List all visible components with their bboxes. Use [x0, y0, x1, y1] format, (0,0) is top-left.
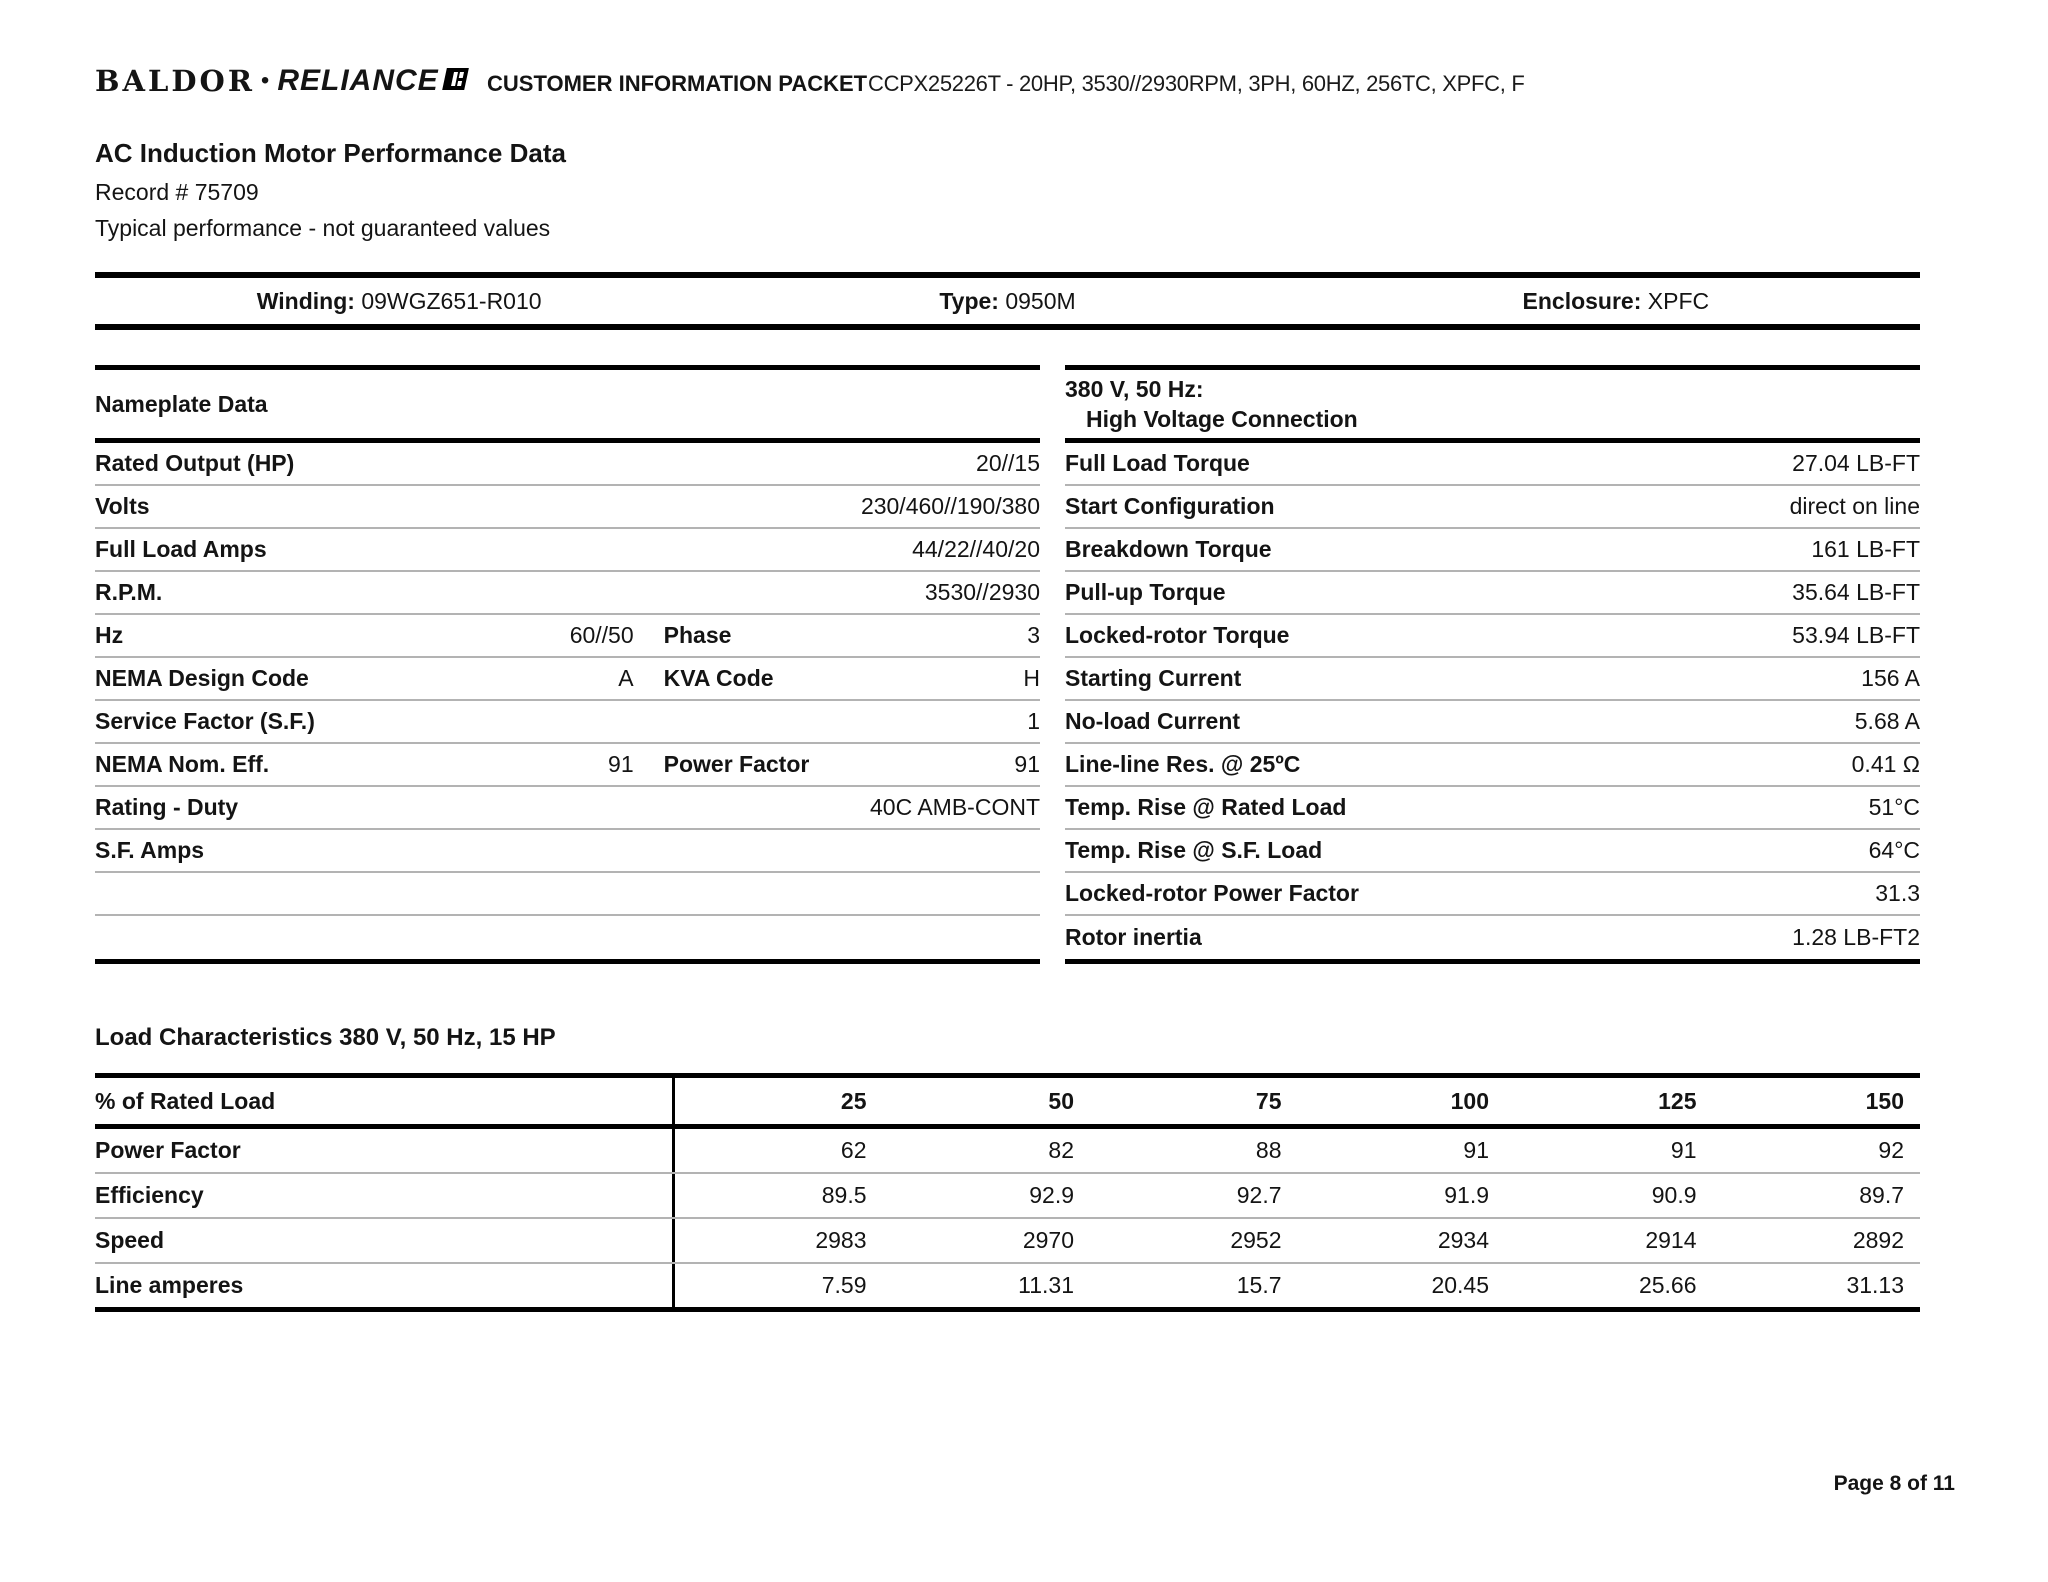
spec-label: Volts — [95, 493, 150, 519]
load-table-cell: 89.7 — [1859, 1182, 1904, 1208]
spec-section — [95, 365, 1920, 964]
spec-value: 51°C — [1868, 794, 1920, 820]
spec-value: 3530//2930 — [924, 579, 1040, 605]
load-table-cell: 91 — [1670, 1137, 1697, 1163]
spec-pair — [95, 837, 1040, 864]
spec-row — [95, 701, 1040, 744]
load-table-row-label: Power Factor — [95, 1129, 675, 1172]
spec-pair — [95, 450, 1040, 477]
spec-value: A — [618, 665, 634, 691]
spec-row — [95, 830, 1040, 873]
spec-pair — [1065, 622, 1920, 649]
enclosure-value: XPFC — [1647, 287, 1710, 314]
enclosure-cell — [1312, 288, 1920, 315]
model-description: CCPX25226T - 20HP, 3530//2930RPM, 3PH, 60HZ, 256TC, XPFC, F — [868, 71, 1525, 96]
spec-label: Start Configuration — [1065, 493, 1275, 519]
spec-pair — [634, 665, 1040, 692]
spec-pair — [1065, 708, 1920, 735]
spec-row — [1065, 916, 1920, 959]
connection-heading — [1065, 370, 1920, 438]
spec-value: 44/22//40/20 — [912, 536, 1040, 562]
spec-row — [1065, 615, 1920, 658]
load-table-cell: 25.66 — [1638, 1272, 1697, 1298]
load-table-cell: 2892 — [1852, 1227, 1904, 1253]
spec-row — [1065, 529, 1920, 572]
spec-value: 27.04 LB-FT — [1792, 450, 1920, 476]
spec-label: Full Load Amps — [95, 536, 267, 562]
load-characteristics-table — [95, 1073, 1920, 1312]
connection-heading-line2: High Voltage Connection — [1086, 405, 1358, 432]
winding-value: 09WGZ651-R010 — [361, 287, 542, 314]
spec-pair — [1065, 579, 1920, 606]
load-table-cell: 62 — [840, 1137, 867, 1163]
load-table-column-header: 50 — [1048, 1087, 1074, 1114]
spec-label: Rotor inertia — [1065, 924, 1202, 950]
logo-bullet: • — [260, 67, 270, 94]
load-table-row — [95, 1264, 1920, 1307]
spec-pair — [95, 751, 634, 778]
load-table-row — [95, 1174, 1920, 1219]
load-table-cell: 7.59 — [821, 1272, 867, 1298]
type-cell — [703, 288, 1311, 315]
nameplate-rows — [95, 438, 1040, 964]
spec-value: 230/460//190/380 — [860, 493, 1040, 519]
spec-value: 64°C — [1868, 837, 1920, 863]
spec-row — [1065, 830, 1920, 873]
spec-value: 1 — [1027, 708, 1040, 734]
spec-label: Power Factor — [663, 751, 810, 777]
connection-table — [1065, 365, 1920, 964]
load-table-cell: 2983 — [815, 1227, 867, 1253]
spec-value: 60//50 — [569, 622, 634, 648]
spec-label: S.F. Amps — [95, 837, 205, 863]
spec-pair — [1065, 880, 1920, 907]
connection-rows — [1065, 438, 1920, 964]
load-table-cell: 2970 — [1022, 1227, 1074, 1253]
load-table-cell: 2952 — [1230, 1227, 1282, 1253]
load-table-cell: 89.5 — [821, 1182, 867, 1208]
spec-row — [1065, 658, 1920, 701]
spec-row — [1065, 443, 1920, 486]
page-number: Page 8 of 11 — [1833, 1472, 1955, 1495]
spec-pair — [1065, 665, 1920, 692]
spec-label: Phase — [663, 622, 732, 648]
load-table-column-header: 75 — [1255, 1087, 1282, 1114]
load-table-row-label: Efficiency — [95, 1174, 675, 1217]
load-table-cell: 88 — [1255, 1137, 1282, 1163]
spec-value: 20//15 — [976, 450, 1040, 476]
load-table-row-label: Speed — [95, 1219, 675, 1262]
spec-label: Rated Output (HP) — [95, 450, 295, 476]
spec-label: Locked-rotor Torque — [1065, 622, 1290, 648]
spec-row — [95, 744, 1040, 787]
spec-label: Full Load Torque — [1065, 450, 1250, 476]
page-title: AC Induction Motor Performance Data — [95, 138, 566, 168]
load-table-cell: 20.45 — [1431, 1272, 1489, 1298]
spec-pair — [1065, 450, 1920, 477]
spec-value: 35.64 LB-FT — [1792, 579, 1920, 605]
load-table-cell: 91 — [1463, 1137, 1489, 1163]
spec-label: Temp. Rise @ Rated Load — [1065, 794, 1347, 820]
spec-value: 53.94 LB-FT — [1792, 622, 1920, 648]
spec-label: Temp. Rise @ S.F. Load — [1065, 837, 1323, 863]
packet-title: CUSTOMER INFORMATION PACKET — [487, 71, 868, 96]
load-table-column-header: 100 — [1450, 1087, 1489, 1114]
type-value: 0950M — [1005, 287, 1076, 314]
spec-value: 40C AMB-CONT — [870, 794, 1040, 820]
spec-label: NEMA Nom. Eff. — [95, 751, 270, 777]
load-table-column-header: 125 — [1658, 1087, 1697, 1114]
title-block — [95, 138, 566, 251]
load-table-row — [95, 1219, 1920, 1264]
spec-label: Service Factor (S.F.) — [95, 708, 315, 734]
spec-pair — [634, 751, 1040, 778]
spec-row — [95, 529, 1040, 572]
baldor-reliance-logo — [95, 64, 467, 98]
page-header — [0, 64, 2048, 104]
enclosure-label: Enclosure: — [1522, 287, 1642, 314]
load-table-header-row — [95, 1078, 1920, 1129]
reliance-logo-mark-icon — [439, 66, 470, 97]
load-table-cell: 11.31 — [1018, 1272, 1074, 1298]
load-table-cell: 2934 — [1437, 1227, 1489, 1253]
load-table-cell: 31.13 — [1846, 1272, 1904, 1298]
spec-row — [95, 787, 1040, 830]
spec-label: Rating - Duty — [95, 794, 239, 820]
spec-pair — [1065, 924, 1920, 951]
spec-pair — [95, 493, 1040, 520]
spec-label: NEMA Design Code — [95, 665, 309, 691]
spec-row — [95, 615, 1040, 658]
spec-row — [1065, 744, 1920, 787]
spec-value: H — [1023, 665, 1040, 691]
spec-pair — [95, 536, 1040, 563]
spec-label: Line-line Res. @ 25ºC — [1065, 751, 1301, 777]
winding-label: Winding: — [256, 287, 355, 314]
load-characteristics-heading: Load Characteristics 380 V, 50 Hz, 15 HP — [95, 1024, 556, 1051]
load-table-row-label: Line amperes — [95, 1264, 675, 1307]
nameplate-heading — [95, 370, 1040, 438]
connection-heading-line1: 380 V, 50 Hz: — [1065, 375, 1204, 402]
spec-pair — [95, 794, 1040, 821]
spec-pair — [1065, 751, 1920, 778]
load-table-cell: 82 — [1048, 1137, 1074, 1163]
spec-value: 91 — [608, 751, 634, 777]
spec-label: Breakdown Torque — [1065, 536, 1272, 562]
spec-row — [95, 916, 1040, 959]
winding-bar — [95, 272, 1920, 330]
spec-value: 1.28 LB-FT2 — [1792, 924, 1920, 950]
spec-row — [95, 486, 1040, 529]
spec-pair — [1065, 794, 1920, 821]
spec-row — [1065, 572, 1920, 615]
spec-pair — [634, 622, 1040, 649]
spec-label: KVA Code — [663, 665, 774, 691]
spec-value: 3 — [1027, 622, 1040, 648]
type-label: Type: — [939, 287, 999, 314]
spec-value: 91 — [1014, 751, 1040, 777]
spec-pair — [1065, 493, 1920, 520]
spec-pair — [95, 622, 634, 649]
spec-pair — [1065, 536, 1920, 563]
spec-row — [95, 873, 1040, 916]
spec-label: R.P.M. — [95, 579, 163, 605]
spec-value: 156 A — [1861, 665, 1920, 691]
spec-value: 31.3 — [1875, 880, 1920, 906]
load-table-cell: 92.7 — [1236, 1182, 1282, 1208]
load-table-column-header: 25 — [840, 1087, 867, 1114]
load-table-cell: 91.9 — [1444, 1182, 1489, 1208]
spec-pair — [1065, 837, 1920, 864]
spec-pair — [95, 579, 1040, 606]
load-table-cell: 2914 — [1645, 1227, 1697, 1253]
spec-pair — [95, 665, 634, 692]
spec-row — [95, 443, 1040, 486]
spec-value: 5.68 A — [1854, 708, 1920, 734]
spec-row — [1065, 486, 1920, 529]
logo-baldor-text: BALDOR — [95, 64, 255, 98]
load-table-cell: 15.7 — [1236, 1272, 1282, 1298]
spec-label: Pull-up Torque — [1065, 579, 1226, 605]
load-table-header-label: % of Rated Load — [95, 1078, 675, 1124]
spec-row — [95, 658, 1040, 701]
winding-cell — [95, 288, 703, 315]
spec-label: No-load Current — [1065, 708, 1241, 734]
load-table-column-header: 150 — [1865, 1087, 1904, 1114]
spec-pair — [95, 708, 1040, 735]
nameplate-table — [95, 365, 1040, 964]
spec-row — [1065, 873, 1920, 916]
load-table-cell: 92 — [1878, 1137, 1904, 1163]
logo-reliance-text: RELIANCE — [277, 64, 439, 97]
spec-value: 0.41 Ω — [1851, 751, 1920, 777]
nameplate-heading-text: Nameplate Data — [95, 390, 268, 417]
spec-value: direct on line — [1789, 493, 1920, 519]
load-table-cell: 92.9 — [1029, 1182, 1074, 1208]
spec-label: Starting Current — [1065, 665, 1242, 691]
spec-value: 161 LB-FT — [1811, 536, 1920, 562]
spec-row — [1065, 701, 1920, 744]
performance-note: Typical performance - not guaranteed values — [95, 215, 551, 241]
spec-label: Hz — [95, 622, 124, 648]
load-table-cell: 90.9 — [1651, 1182, 1697, 1208]
spec-row — [95, 572, 1040, 615]
spec-label: Locked-rotor Power Factor — [1065, 880, 1359, 906]
record-number: Record # 75709 — [95, 179, 259, 205]
load-table-row — [95, 1129, 1920, 1174]
spec-row — [1065, 787, 1920, 830]
